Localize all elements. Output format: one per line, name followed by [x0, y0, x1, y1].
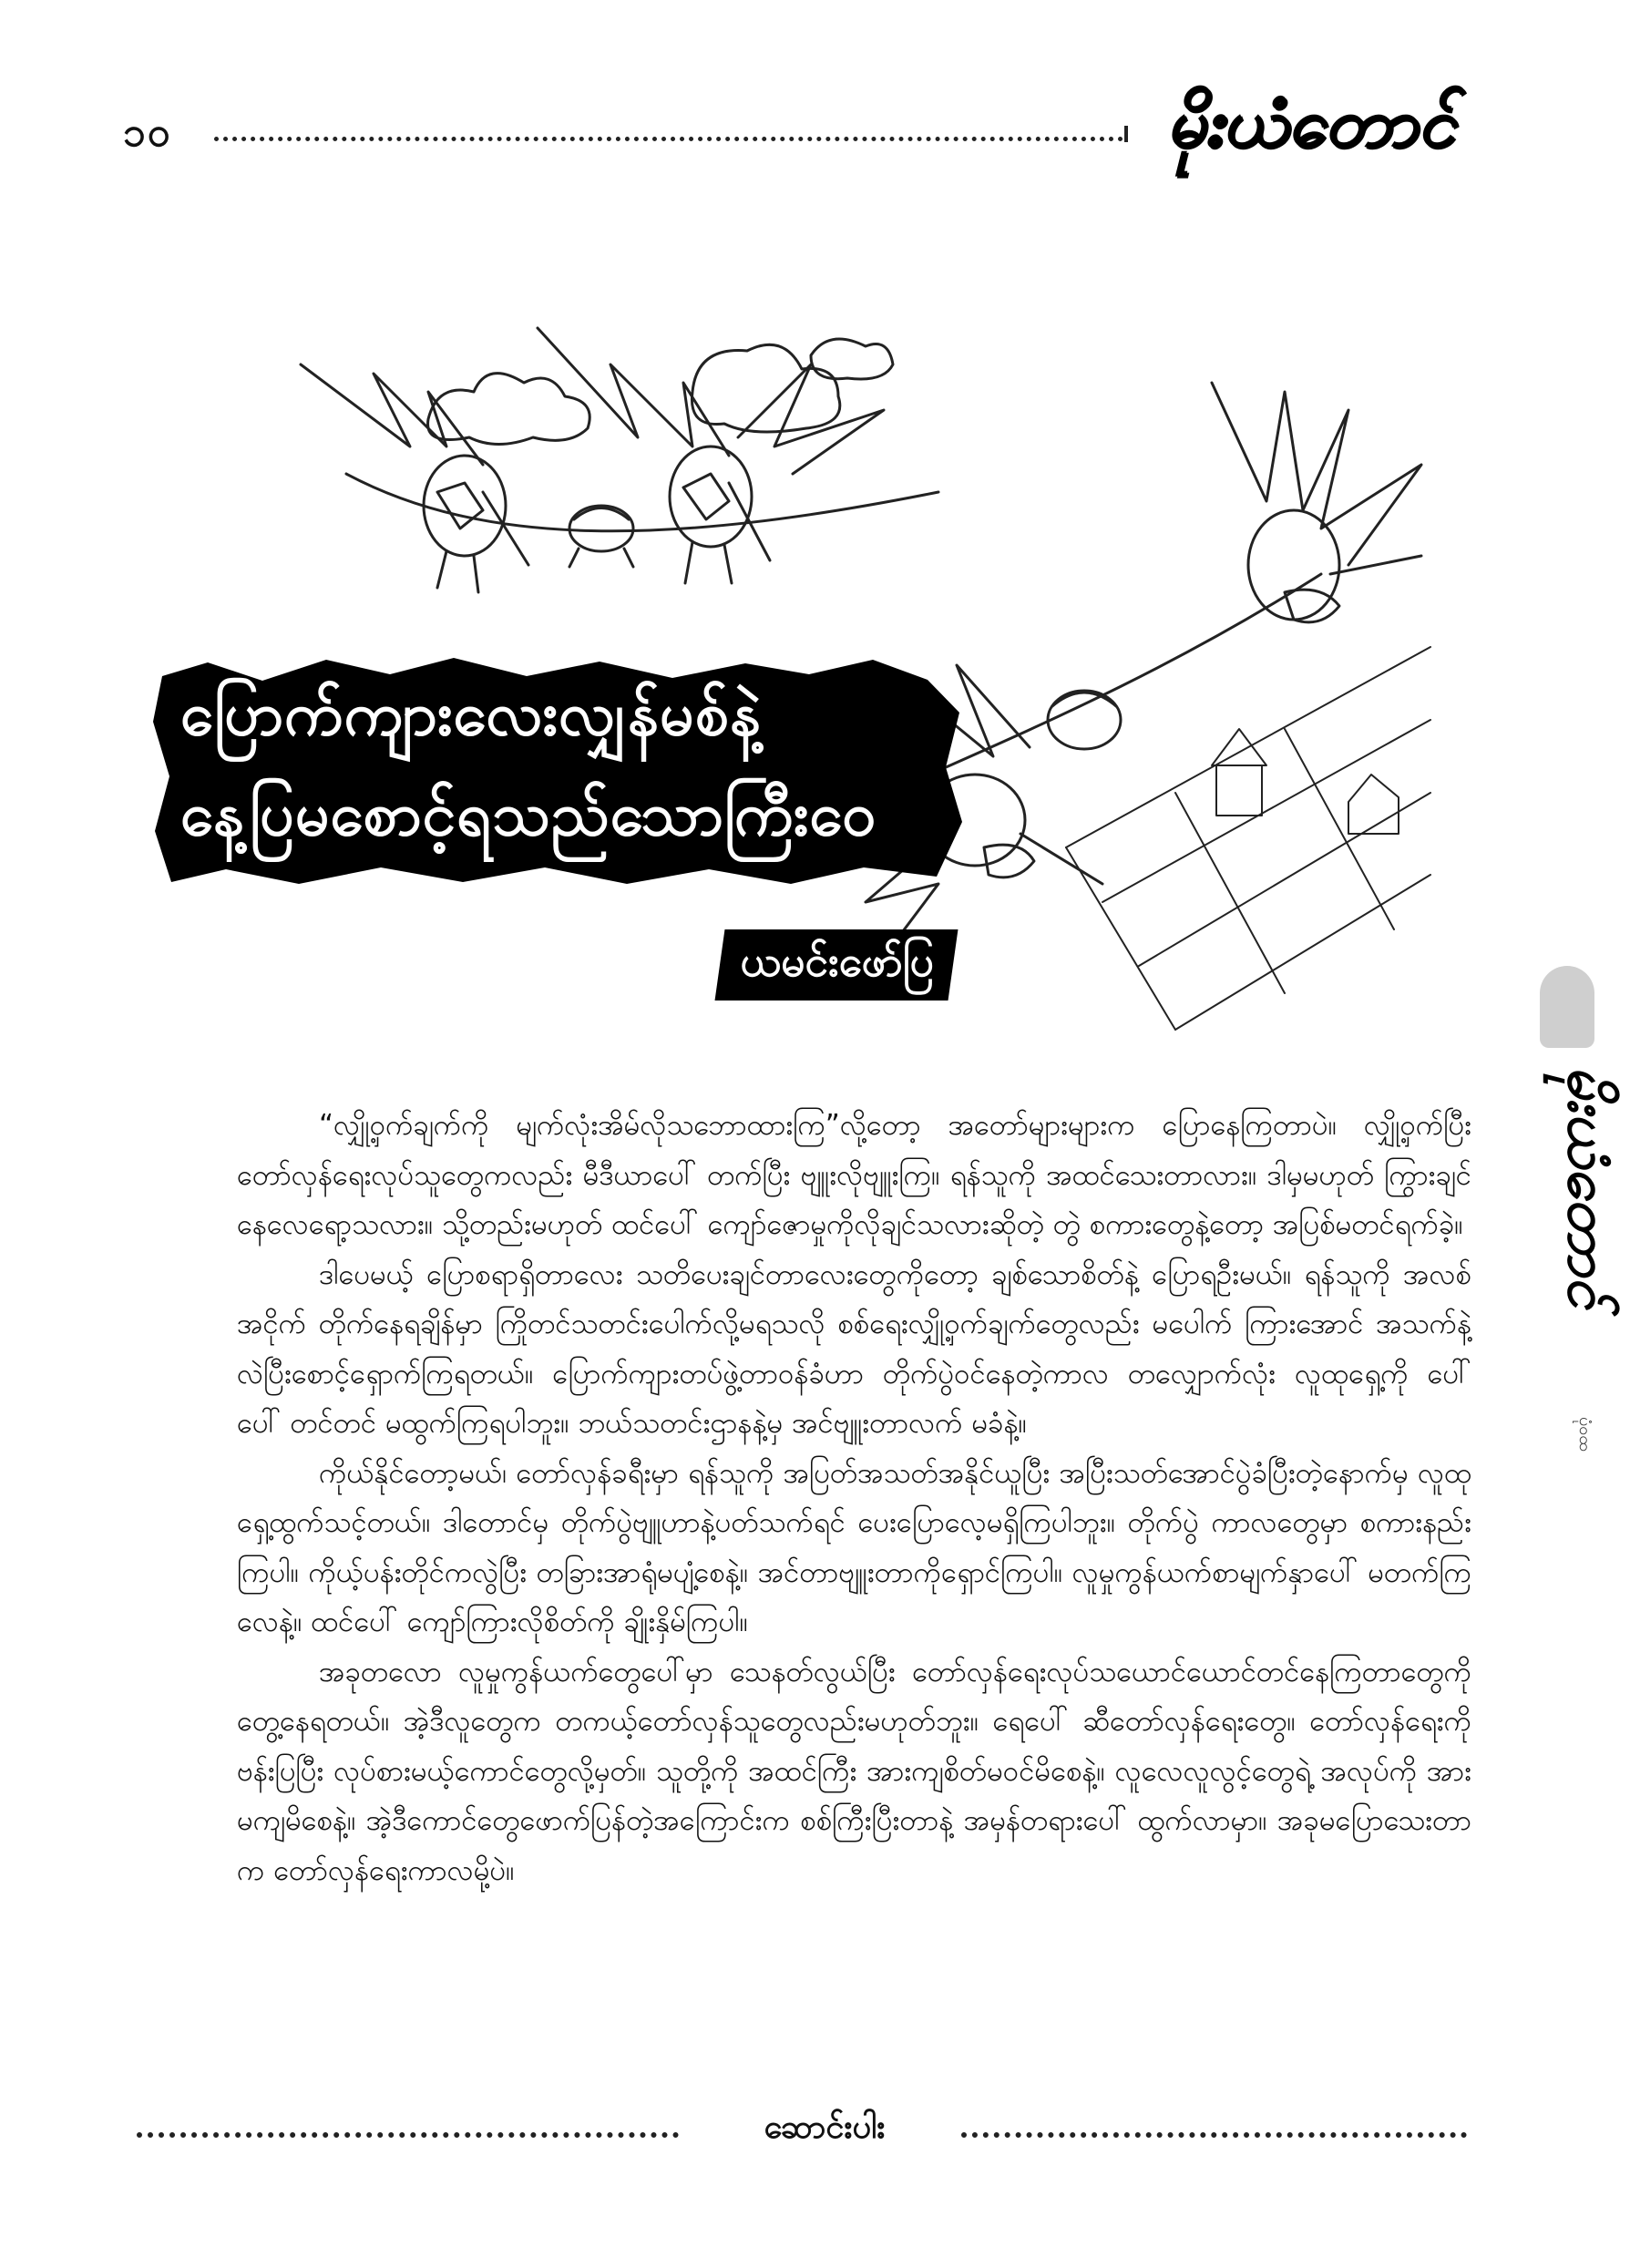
side-thumbnail-image	[1540, 966, 1594, 1048]
footer	[137, 2109, 1467, 2150]
side-strip	[1512, 948, 1622, 1513]
side-issue-label: ပုံဝထ	[1575, 1417, 1594, 1452]
cloud-left-icon	[428, 374, 590, 445]
turtle-icon	[569, 506, 633, 567]
header-rule-end	[1124, 126, 1128, 142]
article-paragraph: အခုတလော လူမှုကွန်ယက်တွေပေါ်မှာ သေနတ်လွယ်ပြီး တော်လှန်ရေးလုပ်သယောင်ယောင်တင်နေကြတာတွေကို တွေ့နေရတယ်။ အဲ့ဒီလူတွေက တကယ့်တော်လှန်သူတွေလည်းမဟုတ်ဘူး။ ရေပေါ် ဆီတော်လှန်ရေးတွေ။ တော်လှန်ရေးကိုဗန်းပြပြီး လုပ်စားမယ့်ကောင်တွေလို့မှတ်။ သူတို့ကို အထင်ကြီး အားကျစိတ်မဝင်မိစေနဲ့။ လူလေလူလွင့်တွေရဲ့ အလုပ်ကို အားမကျမိစေနဲ့။ အဲ့ဒီကောင်တွေဖောက်ပြန်တဲ့အကြောင်းက စစ်ကြီးပြီးတာနဲ့ အမှန်တရားပေါ် ထွက်လာမှာ။ အခုမပြောသေးတာက တော်လှန်ရေးကာလမို့ပဲ။	[237, 1655, 1471, 1887]
article-paragraph: “လျှို့ဝှက်ချက်ကို မျက်လုံးအိမ်လိုသဘောထားကြ”လို့တော့ အတော်များများက ပြောနေကြတာပဲ။ လျှို့ဝှက်ပြီးတော်လှန်ရေးလုပ်သူတွေကလည်း မီဒီယာပေါ် တက်ပြီး ဗျူးလိုဗျူးကြ။ ရန်သူကို အထင်သေးတာလား။ ဒါမှမဟုတ် ကြွားချင်နေလေရော့သလား။ သို့တည်းမဟုတ် ထင်ပေါ် ကျော်ဇောမှုကိုလိုချင်သလားဆိုတဲ့ တွဲ စကားတွေနဲ့တော့ အပြစ်မတင်ရက်ခဲ့။	[237, 1109, 1471, 1241]
article-title-line-2: နေ့ပြမစောင့်ရသည်သောကြီးဝေ	[180, 779, 877, 849]
bird-left-icon	[301, 364, 528, 592]
article-title-line-1: ပြောက်ကျားလေးလျှန်မစ်နဲ့	[180, 679, 762, 749]
side-magazine-logo: မိုးယံတောင်	[1555, 1066, 1622, 1308]
page-number: ၁၀	[123, 109, 172, 156]
article-body	[237, 1101, 1471, 1895]
bird-middle-icon	[538, 328, 884, 583]
cloud-small-icon	[811, 339, 893, 379]
header-dotted-rule	[214, 137, 1123, 141]
magazine-logo-text: မိုးယံတောင်	[1166, 84, 1455, 162]
author-name: ယမင်းဖော်ပြ	[740, 937, 934, 986]
author-badge	[715, 929, 959, 1001]
article-paragraph: ဒါပေမယ့် ပြောစရာရှိတာလေး သတိပေးချင်တာလေးတွေကိုတော့ ချစ်သောစိတ်နဲ့ ပြောရဦးမယ်။ ရန်သူကို အလစ်အငိုက် တိုက်နေရချိန်မှာ ကြိုတင်သတင်းပေါက်လို့မရသလို စစ်ရေးလျှို့ဝှက်ချက်တွေလည်း မပေါက် ကြားအောင် အသက်နဲ့လဲပြီးစောင့်ရှောက်ကြရတယ်။ ပြောက်ကျားတပ်ဖွဲ့တာဝန်ခံဟာ တိုက်ပွဲဝင်နေတဲ့ကာလ တလျှောက်လုံး လူထုရှေ့ကို ပေါ် ပေါ် တင်တင် မထွက်ကြရပါဘူး။ ဘယ်သတင်းဌာနနဲ့မှ အင်ဗျူးတာလက် မခံနဲ့။	[237, 1257, 1471, 1440]
magazine-logo	[1166, 80, 1494, 180]
article-paragraph: ကိုယ်နိုင်တော့မယ်၊ တော်လှန်ခရီးမှာ ရန်သူကို အပြတ်အသတ်အနိုင်ယူပြီး အပြီးသတ်အောင်ပွဲခံပြီးတဲ့နောက်မှ လူထုရှေ့ထွက်သင့်တယ်။ ဒါတောင်မှ တိုက်ပွဲဗျူဟာနဲ့ပတ်သက်ရင် ပေးပြောလေ့မရှိကြပါဘူး။ တိုက်ပွဲ ကာလတွေမှာ စကားနည်းကြပါ။ ကိုယ့်ပန်းတိုင်ကလွဲပြီး တခြားအာရုံမပျံ့စေနဲ့။ အင်တာဗျူးတာကိုရှောင်ကြပါ။ လူမှုကွန်ယက်စာမျက်နှာပေါ် မတက်ကြလေနဲ့။ ထင်ပေါ် ကျော်ကြားလိုစိတ်ကို ချိုးနှိမ်ကြပါ။	[237, 1456, 1471, 1638]
footer-dotted-rule-left	[137, 2132, 679, 2138]
town-grid	[1066, 647, 1430, 1030]
article-title-block	[153, 658, 964, 886]
turtle-lower-icon	[1048, 691, 1121, 749]
footer-dotted-rule-right	[961, 2132, 1467, 2138]
bird-right-top-icon	[1212, 383, 1421, 622]
wire-top	[346, 474, 938, 531]
cloud-right-icon	[692, 344, 839, 432]
section-label: ဆောင်းပါး	[764, 2109, 886, 2146]
